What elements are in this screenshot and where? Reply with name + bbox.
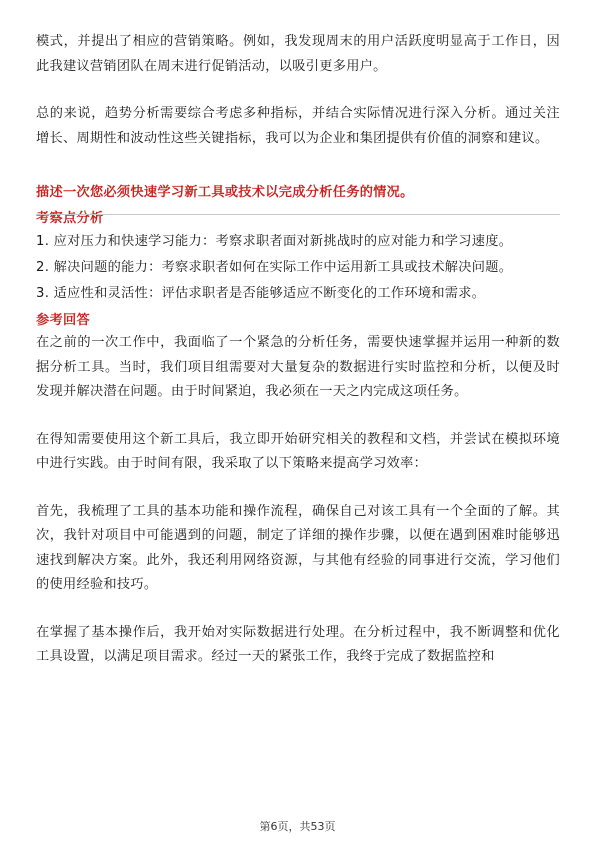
intro-paragraph-2: 总的来说，趋势分析需要综合考虑多种指标，并结合实际情况进行深入分析。通过关注增长、周期性和波动性这些关键指标，我可以为企业和集团提供有价值的洞察和建议。 xyxy=(36,106,560,146)
answer-paragraph-2: 在得知需要使用这个新工具后，我立即开始研究相关的教程和文档，并尝试在模拟环境中进行实践。由于时间有限，我采取了以下策略来提高学习效率： xyxy=(36,431,560,471)
section-divider xyxy=(36,214,560,215)
list-item: 3. 适应性和灵活性：评估求职者是否能够适应不断变化的工作环境和需求。 xyxy=(36,286,486,301)
answer-paragraph-4: 在掌握了基本操作后，我开始对实际数据进行处理。在分析过程中，我不断调整和优化工具设置，以满足项目需求。经过一天的紧张工作，我终于完成了数据监控和 xyxy=(36,624,560,664)
answer-paragraph-1: 在之前的一次工作中，我面临了一个紧急的分析任务，需要快速掌握并运用一种新的数据分析工具。当时，我们项目组需要对大量复杂的数据进行实时监控和分析，以便及时发现并解决潜在问题。由于时间紧迫，我必须在一天之内完成这项任务。 xyxy=(36,335,560,399)
page-number: 第6页，共53页 xyxy=(259,820,336,833)
answer-section-title: 参考回答 xyxy=(36,313,90,328)
answer-paragraph-3: 首先，我梳理了工具的基本功能和操作流程，确保自己对该工具有一个全面的了解。其次，我针对项目中可能遇到的问题，制定了详细的操作步骤，以便在遇到困难时能够迅速找到解决方案。此外，我还利用网络资源，与其他有经验的同事进行交流，学习他们的使用经验和技巧。 xyxy=(36,503,560,592)
analysis-list xyxy=(36,229,560,307)
list-item: 2. 解决问题的能力：考察求职者如何在实际工作中运用新工具或技术解决问题。 xyxy=(36,260,513,275)
interview-question: 描述一次您必须快速学习新工具或技术以完成分析任务的情况。 xyxy=(36,185,414,200)
analysis-section-title: 考察点分析 xyxy=(36,211,104,226)
intro-paragraph-1: 模式，并提出了相应的营销策略。例如，我发现周末的用户活跃度明显高于工作日，因此我建议营销团队在周末进行促销活动，以吸引更多用户。 xyxy=(36,34,560,74)
list-item: 1. 应对压力和快速学习能力：考察求职者面对新挑战时的应对能力和学习速度。 xyxy=(36,234,513,249)
page-content xyxy=(36,30,560,670)
